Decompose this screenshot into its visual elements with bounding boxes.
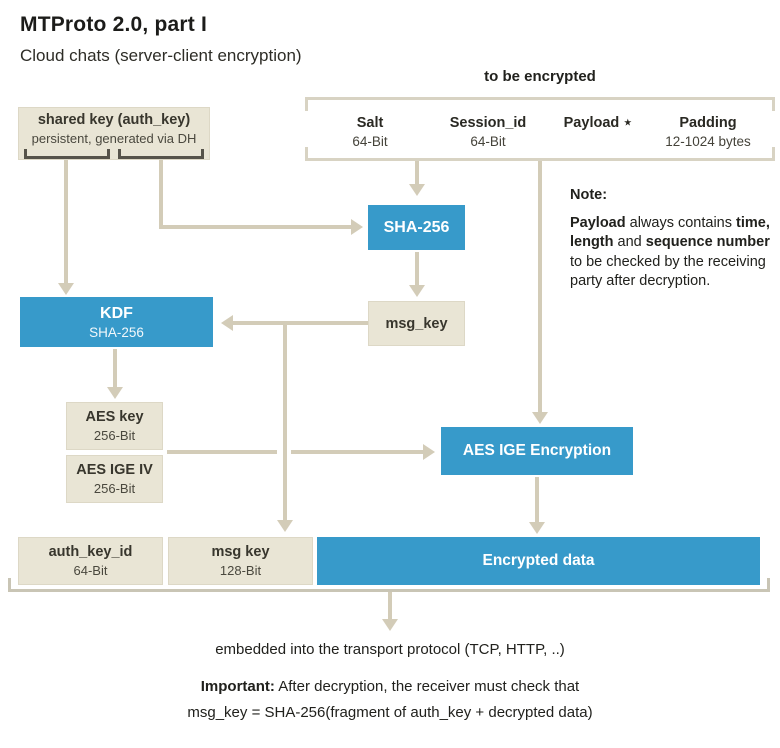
bottom-bracket-left-tick <box>8 578 11 592</box>
aes-ige-encryption-label: AES IGE Encryption <box>462 442 612 459</box>
kdf-subtitle: SHA-256 <box>89 324 144 340</box>
kdf-box <box>20 297 213 347</box>
auth-key-id-title: auth_key_id <box>48 544 133 560</box>
arrow-group-to-sha256-line <box>415 161 419 185</box>
note-heading: Note: <box>570 187 608 203</box>
note-line-4: party after decryption. <box>570 273 711 289</box>
group-label-to-be-encrypted: to be encrypted <box>484 68 596 85</box>
page-subtitle: Cloud chats (server-client encryption) <box>20 46 302 65</box>
field-session-id-name: Session_id <box>449 115 527 131</box>
aes-ige-encryption-box <box>441 427 633 475</box>
key-fragment-bracket-left <box>24 156 110 159</box>
shared-key-subtitle: persistent, generated via DH <box>31 130 197 146</box>
field-salt-size: 64-Bit <box>352 134 388 149</box>
key-fragment-bracket-left-tick-b <box>107 149 110 159</box>
note-line-1: Payload always contains time, <box>570 214 770 231</box>
group-bracket-top <box>305 97 775 100</box>
key-fragment-bracket-right-tick-b <box>201 149 204 159</box>
aes-key-box <box>66 402 163 450</box>
shared-key-box <box>18 107 210 160</box>
field-padding-name: Padding <box>679 115 737 131</box>
msg-key-box <box>368 301 465 346</box>
aes-ige-iv-title: AES IGE IV <box>76 462 153 478</box>
msg-key-small-title: msg key <box>211 544 270 560</box>
note-block <box>570 186 780 292</box>
arrow-group-to-aesige-head <box>532 412 548 424</box>
sha256-label: SHA-256 <box>383 218 450 236</box>
bottom-bracket-right-tick <box>767 578 770 592</box>
key-fragment-bracket-left-tick-a <box>24 149 27 159</box>
key-fragment-bracket-right <box>118 156 204 159</box>
group-bracket-bottom-right-tick <box>772 147 775 161</box>
arrow-aeskey-to-aesige-head <box>423 444 435 460</box>
auth-key-id-box <box>18 537 163 585</box>
msg-key-small-size: 128-Bit <box>219 563 262 578</box>
arrow-sha256-to-msgkey-head <box>409 285 425 297</box>
arrow-kdf-to-aeskey-line <box>113 349 117 388</box>
arrow-msgkey-to-msgkeysmall-line <box>283 321 287 521</box>
encrypted-data-box <box>317 537 760 585</box>
arrow-bracket-to-transport-line <box>388 592 392 620</box>
encrypted-data-label: Encrypted data <box>482 552 595 569</box>
key-fragment-bracket-right-tick-a <box>118 149 121 159</box>
arrow-sharedkey-to-kdf-head <box>58 283 74 295</box>
field-payload-name: Payload ⋆ <box>563 115 633 131</box>
field-session-id <box>428 115 548 149</box>
group-bracket-top-right-tick <box>772 97 775 111</box>
sha256-box <box>368 205 465 250</box>
important-text: Important: After decryption, the receiver must check that <box>200 678 580 695</box>
page-title: MTProto 2.0, part I <box>20 13 207 36</box>
aes-ige-iv-box <box>66 455 163 503</box>
arrow-aeskey-to-aesige-line-a <box>167 450 277 454</box>
field-salt <box>320 115 420 149</box>
arrow-bracket-to-transport-head <box>382 619 398 631</box>
msg-key-label: msg_key <box>385 315 448 332</box>
field-padding <box>646 115 770 149</box>
arrow-msgkey-to-kdf-head <box>221 315 233 331</box>
field-salt-name: Salt <box>356 115 384 131</box>
aes-ige-iv-size: 256-Bit <box>93 481 136 496</box>
note-line-3: to be checked by the receiving <box>570 253 766 270</box>
shared-key-title: shared key (auth_key) <box>37 111 191 128</box>
group-bracket-bottom-left-tick <box>305 147 308 161</box>
aes-key-title: AES key <box>85 409 144 425</box>
arrow-aeskey-to-aesige-line-b <box>291 450 423 454</box>
arrow-msgkey-to-msgkeysmall-head <box>277 520 293 532</box>
arrow-sharedkey-to-sha256-vline <box>159 160 163 229</box>
arrow-sharedkey-to-sha256-hline <box>159 225 351 229</box>
group-bracket-top-left-tick <box>305 97 308 111</box>
aes-key-size: 256-Bit <box>93 428 136 443</box>
arrow-aesige-to-encrypted-head <box>529 522 545 534</box>
msg-key-small-box <box>168 537 313 585</box>
arrow-kdf-to-aeskey-head <box>107 387 123 399</box>
arrow-sha256-to-msgkey-line <box>415 252 419 286</box>
field-payload <box>550 115 646 134</box>
kdf-title: KDF <box>100 304 133 322</box>
arrow-aesige-to-encrypted-line <box>535 477 539 523</box>
field-padding-size: 12-1024 bytes <box>665 134 751 149</box>
arrow-group-to-sha256-head <box>409 184 425 196</box>
arrow-sharedkey-to-sha256-head <box>351 219 363 235</box>
arrow-sharedkey-to-kdf-line <box>64 160 68 284</box>
field-session-id-size: 64-Bit <box>470 134 506 149</box>
important-label: Important: <box>200 678 275 695</box>
auth-key-id-size: 64-Bit <box>73 563 108 578</box>
arrow-group-to-aesige-line <box>538 161 542 413</box>
note-line-2: length and sequence number <box>570 234 770 250</box>
transport-text: embedded into the transport protocol (TCP, HTTP, ..) <box>215 641 565 658</box>
check-formula: msg_key = SHA-256(fragment of auth_key + decrypted data) <box>187 704 593 721</box>
arrow-msgkey-to-kdf-line <box>233 321 368 325</box>
